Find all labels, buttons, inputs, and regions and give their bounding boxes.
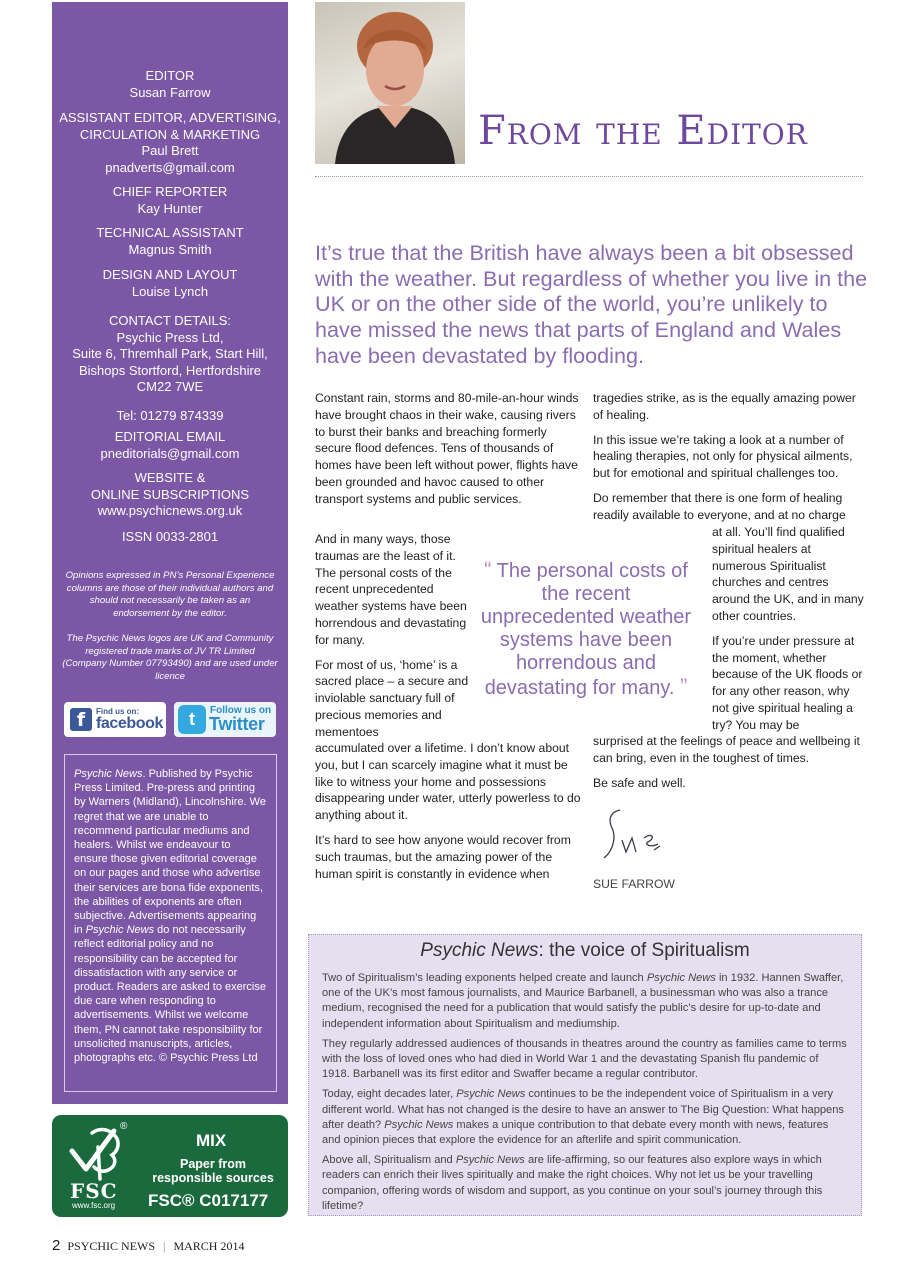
fsc-tree-check-icon (64, 1123, 128, 1187)
masthead-contact (52, 313, 288, 396)
about-text: continues to be the independent voice of Spiritualism in a very different world. What has not changed is the desire to have an answer to The Big Question: What happens after death? (322, 1088, 844, 1131)
twitter-button[interactable] (174, 702, 276, 737)
about-title-italic: Psychic News (420, 940, 539, 961)
handwritten-signature (598, 802, 668, 864)
contact-line1: Psychic Press Ltd, (116, 329, 224, 345)
page-number: 2 (52, 1237, 61, 1254)
headline-divider (315, 176, 863, 177)
about-paragraph (322, 1087, 848, 1148)
facebook-button[interactable] (64, 702, 166, 737)
article-paragraph: Do remember that there is one form of healing readily available to everyone, and at no charge (593, 490, 846, 522)
about-text: makes a unique contribution to that debate every month with news, features and opinion pieces that explore the evidence for an afterlife and spirit communication. (322, 1118, 829, 1147)
fsc-url: www.fsc.org (72, 1201, 116, 1210)
masthead-editorial-email (52, 429, 288, 462)
twitter-caption: Follow us on (210, 705, 272, 716)
about-paragraph (322, 1153, 848, 1214)
fsc-registered-mark: ® (120, 1121, 128, 1132)
fsc-paper-source (146, 1157, 280, 1185)
masthead-sidebar (52, 2, 288, 1104)
fsc-paper-line2: responsible sources (152, 1171, 274, 1185)
trademark-notice: The Psychic News logos are UK and Community registered trade marks of JV TR Limited (Company Number 07793490) and are used under licence (62, 633, 278, 682)
article-column-1-wrap (315, 531, 470, 741)
about-text: are life-affirming, so our features also explore ways in which readers can enrich their lives spiritually and make the right choices. Why not let us be your travelling companion, offering words of wisdom and support, as you continue on your soul’s journey through this lifetime? (322, 1154, 823, 1212)
masthead-telephone: Tel: 01279 874339 (116, 408, 224, 423)
footer-separator: | (163, 1239, 166, 1253)
article-paragraph: tragedies strike, as is the equally amazing power of healing. (593, 391, 856, 422)
about-text: Today, eight decades later, (322, 1088, 457, 1101)
article-paragraph: Constant rain, storms and 80-mile-an-hour winds have brought chaos in their wake, causing rivers to burst their banks and breaching formerly secure flood defences. Tens of thousands of homes have been left without power, flights have been grounded and havoc caused to other transport systems and public services. (315, 391, 579, 506)
publisher-title-inline: Psychic News (85, 924, 155, 937)
article-column-1-continued (315, 740, 585, 890)
open-quote-icon: “ (484, 557, 492, 582)
article-paragraph: accumulated over a lifetime. I don’t know about you, but I can scarcely imagine what it must be like to witness your home and possessions disappearing under water, utterly powerless to do anything about it. (315, 741, 581, 823)
masthead-design (52, 267, 288, 300)
editor-name: Susan Farrow (129, 84, 211, 100)
contact-label: CONTACT DETAILS: (108, 313, 232, 328)
article-paragraph: In this issue we’re taking a look at a number of healing therapies, not only for physical ailments, but for emotional and spiritual challenges too. (593, 432, 853, 481)
masthead-issn: ISSN 0033-2801 (121, 529, 219, 544)
fsc-mix-label: MIX (196, 1131, 227, 1150)
website-label2: ONLINE SUBSCRIPTIONS (90, 486, 250, 502)
pull-quote (480, 558, 692, 700)
page-footer (52, 1237, 244, 1254)
publisher-title: Psychic News (74, 768, 143, 780)
about-text: Above all, Spiritualism and (322, 1154, 456, 1167)
fsc-certification-logo (52, 1115, 288, 1217)
fsc-license-code: FSC® C017177 (148, 1191, 269, 1210)
article-paragraph: at all. You’ll find qualified spiritual healers at numerous Spiritualist churches and centres around the UK, and in many other countries. (712, 525, 864, 623)
about-text-italic: Psychic News (455, 1154, 525, 1167)
article-paragraph: surprised at the feelings of peace and wellbeing it can bring, even in the toughest of times. (593, 734, 860, 765)
chief-role: CHIEF REPORTER (112, 184, 228, 199)
about-paragraph: They regularly addressed audiences of thousands in theatres around the country as families came to terms with the loss of loved ones who had died in World War 1 and the devastating Spanish flu pandemic of 1918. Barbanell was its first editor and Swaffer became a regular contributor. (322, 1037, 847, 1081)
article-column-1 (315, 390, 585, 516)
fsc-paper-line1: Paper from (180, 1157, 246, 1171)
design-name: Louise Lynch (131, 283, 209, 299)
chief-name: Kay Hunter (137, 200, 203, 216)
article-column-2-wrap (712, 524, 864, 734)
masthead-technical-assistant (52, 225, 288, 258)
article-paragraph: If you’re under pressure at the moment, whether because of the UK floods or for any other reason, why not give spiritual healing a try? You may be (712, 633, 863, 732)
article-paragraph: It’s hard to see how anyone would recover from such traumas, but the amazing power of the human spirit is constantly in evidence when (315, 832, 571, 881)
contact-line4: CM22 7WE (136, 379, 204, 394)
masthead-editor (52, 68, 288, 101)
publisher-text-part1: . Published by Psychic Press Limited. Pre-press and printing by Warners (Midland), Lincolnshire. We regret that we are unable to recommend particular mediums and healers. Whilst we endeavour to ensure those given editorial coverage on our pages and those who advertise their services are bona fide exponents, the abilities of exponents are often subjective. Advertisements appearing in (74, 768, 266, 937)
footer-publication: PSYCHIC NEWS (67, 1239, 156, 1253)
about-psychic-news-box (308, 934, 862, 1216)
contact-line3: Bishops Stortford, Hertfordshire (78, 362, 262, 378)
article-column-2 (593, 390, 865, 532)
website-link[interactable]: www.psychicnews.org.uk (97, 503, 243, 518)
editor-photo (315, 2, 465, 164)
social-links (64, 702, 276, 738)
website-label1: WEBSITE & (134, 470, 206, 485)
opinions-disclaimer: Opinions expressed in PN’s Personal Experience columns are those of their individual authors and should not necessarily be taken as an endorsement by the editor. (65, 570, 275, 619)
design-role: DESIGN AND LAYOUT (102, 267, 238, 282)
about-box-title (322, 940, 848, 962)
masthead-chief-reporter (52, 184, 288, 217)
editorial-email-link[interactable]: pneditorials@gmail.com (100, 445, 240, 461)
assistant-role-line1: ASSISTANT EDITOR, ADVERTISING, (59, 110, 281, 125)
twitter-bird-icon: t (178, 705, 206, 734)
assistant-email[interactable]: pnadverts@gmail.com (105, 159, 235, 175)
twitter-label: Twitter (209, 714, 265, 734)
contact-line2: Suite 6, Thremhall Park, Start Hill, (72, 346, 268, 361)
facebook-icon: f (70, 708, 92, 731)
article-signoff: Be safe and well. (593, 775, 686, 790)
about-text-italic: Psychic News (456, 1088, 526, 1101)
masthead-assistant-editor (52, 110, 288, 176)
article-paragraph: For most of us, ‘home’ is a sacred place – a secure and inviolable sanctuary full of precious memories and mementoes (315, 657, 469, 739)
editor-role: EDITOR (145, 68, 195, 83)
about-paragraph (322, 971, 848, 1032)
masthead-website (52, 470, 288, 520)
article-standfirst: It’s true that the British have always been a bit obsessed with the weather. But regardless of whether you live in the UK or on the other side of the world, you’re unlikely to have missed the news that parts of England and Wales have been devastated by flooding. (315, 240, 868, 368)
article-paragraph: And in many ways, those traumas are the least of it. The personal costs of the recent unprecedented weather systems have been horrendous and devastating for many. (315, 532, 467, 647)
about-text-italic: Psychic News (646, 972, 716, 984)
editorial-email-label: EDITORIAL EMAIL (114, 429, 226, 444)
facebook-caption: Find us on: (96, 707, 140, 716)
about-text-italic: Psychic News (384, 1118, 454, 1131)
assistant-role-line2: CIRCULATION & MARKETING (79, 126, 261, 142)
pull-quote-text: The personal costs of the recent unprecedented weather systems have been horrendous and devastating for many. (480, 560, 692, 699)
about-text: Two of Spiritualism’s leading exponents helped create and launch (322, 972, 647, 984)
about-text: in 1932. Hannen Swaffer, one of the UK’s most famous journalists, and Maurice Barbanell, a businessman who was also a trance medium, recognised the need for a publication that would satisfy the public’s desire for up-to-date and independent information about Spiritualism and mediumship. (322, 972, 844, 1030)
page-title: From the Editor (478, 108, 808, 154)
signature-name: SUE FARROW (593, 877, 675, 891)
editor-portrait-image (315, 2, 465, 164)
about-title-rest: : the voice of Spiritualism (538, 940, 750, 961)
fsc-wordmark: FSC (70, 1179, 118, 1203)
technical-name: Magnus Smith (128, 241, 212, 257)
publisher-text-part2: do not necessarily reflect editorial policy and no responsibility can be accepted for dissatisfaction with any service or product. Readers are asked to exercise due care when responding to advertisements. Whilst we welcome them, PN cannot take responsibility for unsolicited manuscripts, articles, photographs etc. © Psychic Press Ltd (74, 924, 266, 1065)
publisher-notice (64, 754, 277, 1092)
close-quote-icon: ” (679, 674, 688, 699)
facebook-label: facebook (96, 715, 164, 732)
assistant-name: Paul Brett (141, 143, 199, 158)
technical-role: TECHNICAL ASSISTANT (96, 225, 244, 240)
footer-issue: MARCH 2014 (173, 1239, 245, 1253)
article-column-2-continued (593, 733, 865, 799)
